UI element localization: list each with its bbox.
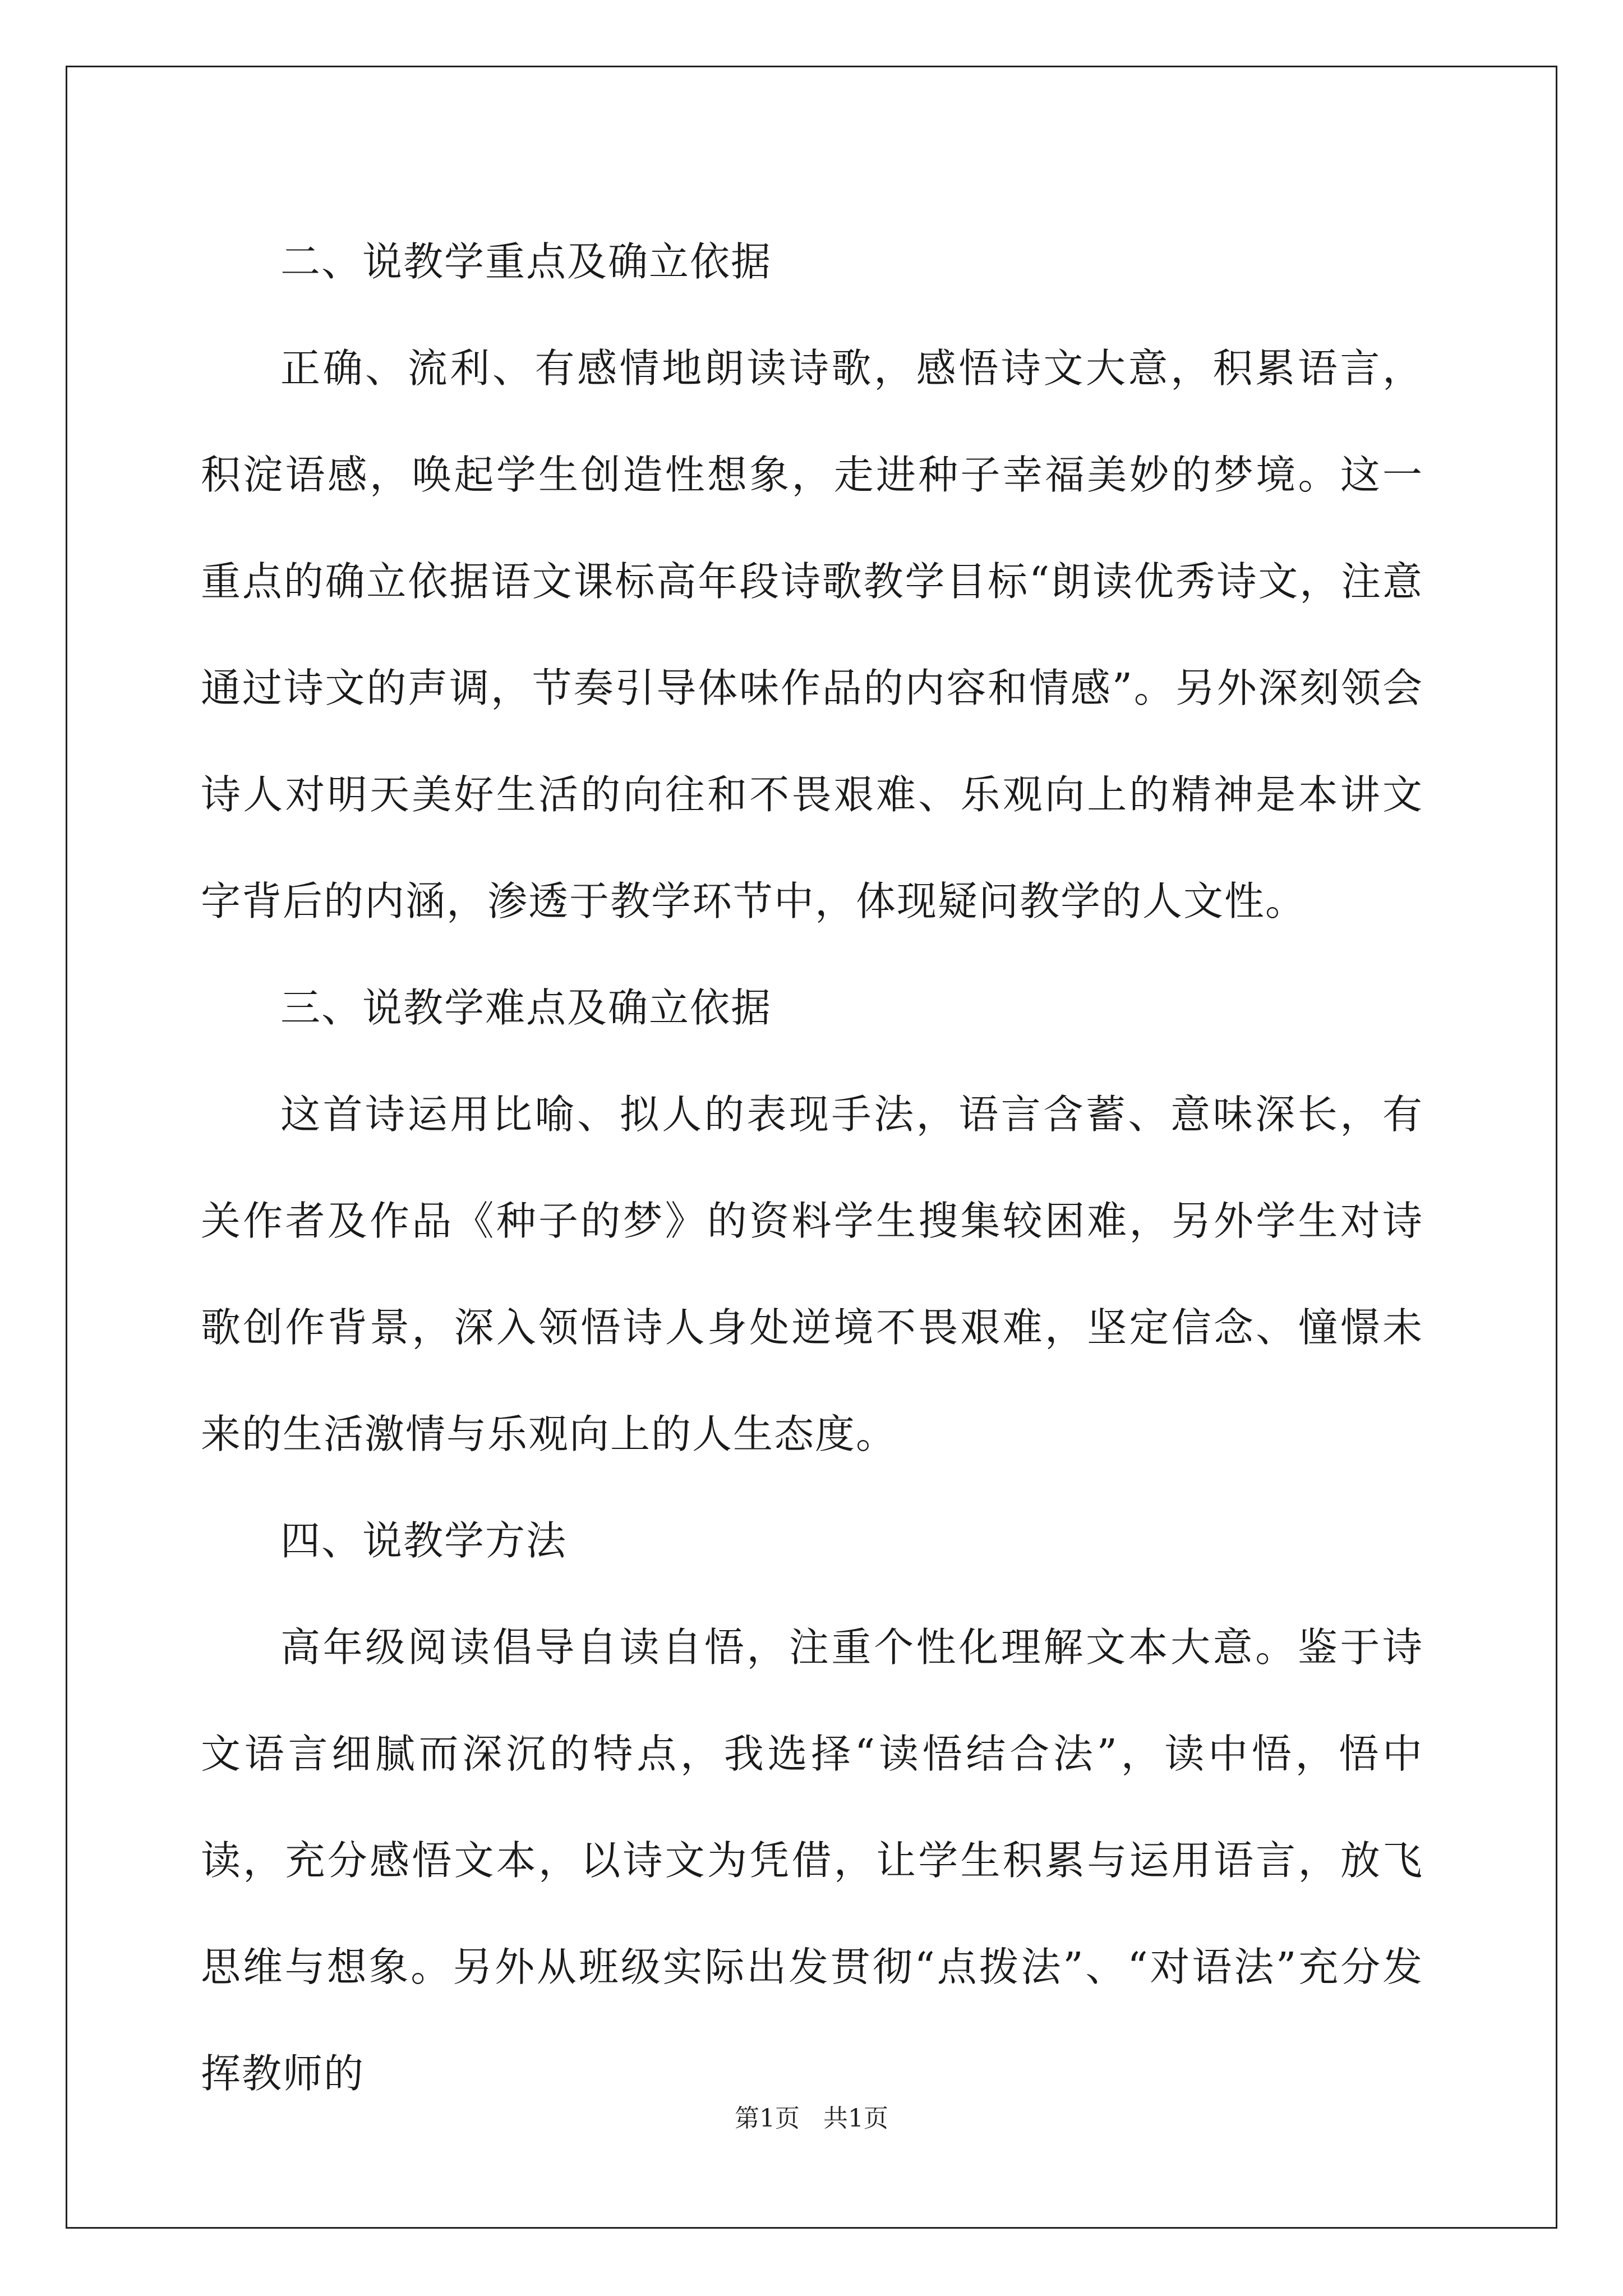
page-total: 共1页 bbox=[823, 2104, 888, 2133]
paragraph-key-points: 正确、流利、有感情地朗读诗歌，感悟诗文大意，积累语言，积淀语感，唤起学生创造性想象，走进种子幸福美妙的梦境。这一重点的确立依据语文课标高年段诗歌教学目标“朗读优秀诗文，注意通过诗文的声调，节奏引导体味作品的内容和情感”。另外深刻领会诗人对明天美好生活的向往和不畏艰难、乐观向上的精神是本讲文字背后的内涵，渗透于教学环节中，体现疑问教学的人文性。 bbox=[201, 345, 1423, 924]
paragraph-difficulties: 这首诗运用比喻、拟人的表现手法，语言含蓄、意味深长，有关作者及作品《种子的梦》的资料学生搜集较困难，另外学生对诗歌创作背景，深入领悟诗人身处逆境不畏艰难，坚定信念、憧憬未来的生活激情与乐观向上的人生态度。 bbox=[201, 1091, 1423, 1457]
section-heading-4: 四、说教学方法 bbox=[280, 1517, 568, 1564]
section-heading-3: 三、说教学难点及确立依据 bbox=[280, 984, 772, 1031]
page-number: 第1页 bbox=[735, 2104, 800, 2133]
section-heading-2: 二、说教学重点及确立依据 bbox=[280, 238, 772, 285]
page-footer bbox=[0, 2102, 1623, 2136]
document-body bbox=[201, 209, 1423, 2127]
paragraph-methods: 高年级阅读倡导自读自悟，注重个性化理解文本大意。鉴于诗文语言细腻而深沉的特点，我选择“读悟结合法”，读中悟，悟中读，充分感悟文本，以诗文为凭借，让学生积累与运用语言，放飞思维与想象。另外从班级实际出发贯彻“点拨法”、“对语法”充分发挥教师的 bbox=[201, 1624, 1423, 2097]
